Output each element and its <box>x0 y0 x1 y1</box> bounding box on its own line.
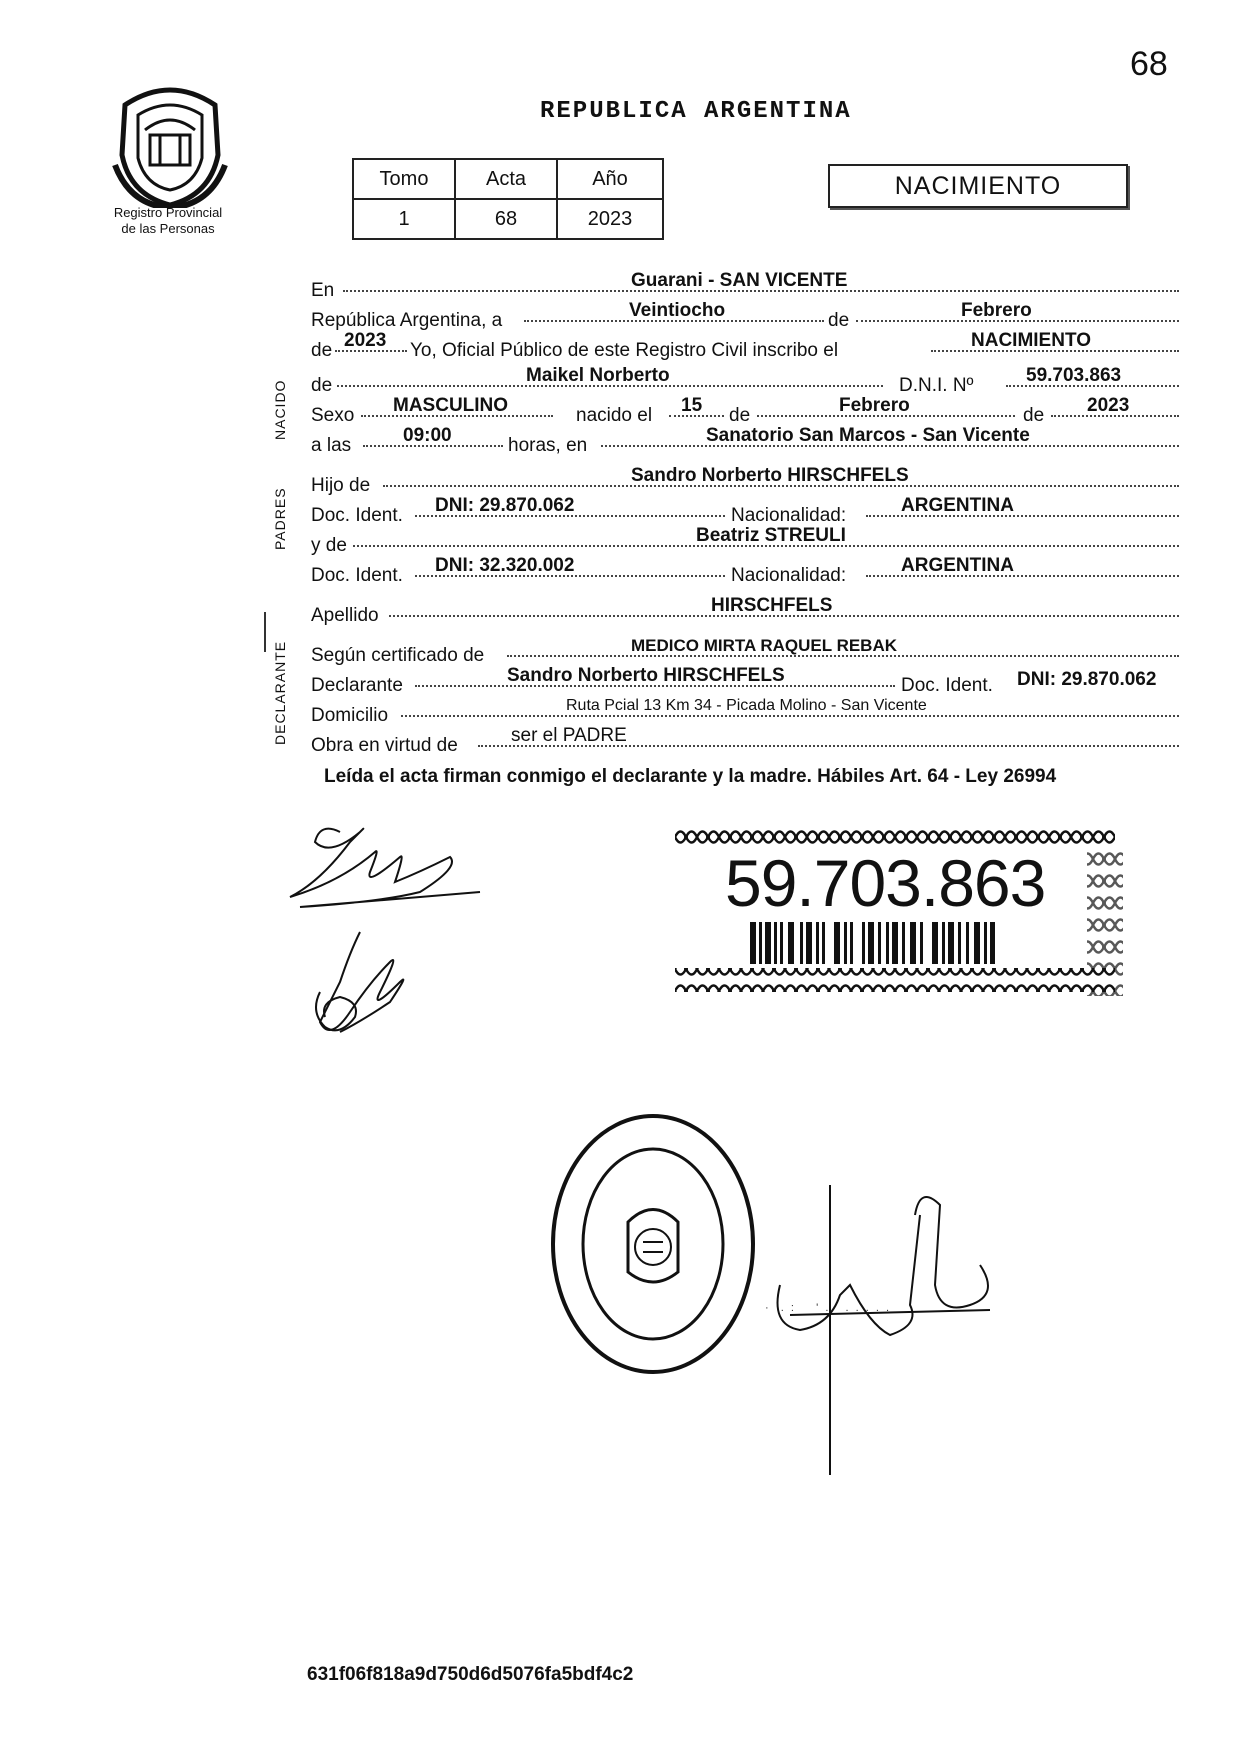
row-domicilio <box>311 697 1179 729</box>
label-doc: Doc. Ident. <box>311 565 403 586</box>
value-dia: 15 <box>681 395 703 416</box>
value-certificado: MEDICO MIRTA RAQUEL REBAK <box>631 636 898 655</box>
acta-header-tomo: Tomo <box>353 159 455 199</box>
label-de: de <box>311 340 333 361</box>
row-obra <box>311 725 1179 759</box>
label-de: de <box>311 375 333 396</box>
acta-value-tomo: 1 <box>353 199 455 239</box>
value-inscripcion: NACIMIENTO <box>971 330 1091 351</box>
barcode-icon <box>750 922 995 964</box>
value-padre-dni: DNI: 29.870.062 <box>435 495 575 516</box>
value-dni: 59.703.863 <box>1026 365 1122 386</box>
province-seal-icon <box>110 80 230 208</box>
page-number: 68 <box>1130 45 1168 83</box>
document-hash: 631f06f818a9d750d6d5076fa5bdf4c2 <box>307 1664 634 1685</box>
acta-header-acta: Acta <box>455 159 557 199</box>
value-anio: 2023 <box>344 330 387 351</box>
registry-label <box>88 205 248 237</box>
acta-value-acta: 68 <box>455 199 557 239</box>
row-madre-doc <box>311 555 1179 589</box>
acta-header-row <box>353 159 663 199</box>
section-label-nacido: NACIDO <box>272 379 288 440</box>
value-declarante-dni: DNI: 29.870.062 <box>1017 669 1157 690</box>
closing-note: Leída el acta firman conmigo el declarante y la madre. Hábiles Art. 64 - Ley 26994 <box>324 766 1057 787</box>
label-inscribo: Yo, Oficial Público de este Registro Civil inscribo el <box>410 340 839 361</box>
value-sexo: MASCULINO <box>393 395 509 416</box>
acta-value-anio: 2023 <box>557 199 663 239</box>
section-divider <box>264 612 266 652</box>
value-madre: Beatriz STREULI <box>696 525 846 546</box>
value-lugar: Guarani - SAN VICENTE <box>631 270 848 291</box>
label-hijo-de: Hijo de <box>311 475 371 496</box>
row-apellido <box>311 595 1179 629</box>
value-mes-nac: Febrero <box>839 395 910 416</box>
value-dia-texto: Veintiocho <box>629 300 726 321</box>
section-label-declarante: DECLARANTE <box>272 640 288 745</box>
value-padre: Sandro Norberto HIRSCHFELS <box>631 465 909 486</box>
label-nacido: nacido el <box>576 405 653 426</box>
row-en <box>311 270 1179 304</box>
registry-line-2: de las Personas <box>121 221 215 236</box>
label-doc: Doc. Ident. <box>311 505 403 526</box>
value-madre-nac: ARGENTINA <box>901 555 1014 576</box>
label-nacionalidad: Nacionalidad: <box>731 505 847 526</box>
label-obra: Obra en virtud de <box>311 735 458 756</box>
registry-line-1: Registro Provincial <box>113 205 223 220</box>
value-mes: Febrero <box>961 300 1032 321</box>
value-domicilio: Ruta Pcial 13 Km 34 - Picada Molino - San Vicente <box>566 697 927 714</box>
label-y-de: y de <box>311 535 347 556</box>
document-type-box: NACIMIENTO <box>828 164 1128 208</box>
value-obra: ser el PADRE <box>511 725 627 746</box>
acta-header-anio: Año <box>557 159 663 199</box>
label-certificado: Según certificado de <box>311 645 485 666</box>
row-hora <box>311 425 1179 459</box>
label-de: de <box>1023 405 1045 426</box>
row-anio <box>311 330 1179 364</box>
value-madre-dni: DNI: 32.320.002 <box>435 555 575 576</box>
label-en: En <box>311 280 335 301</box>
value-nombre: Maikel Norberto <box>526 365 670 386</box>
signature-oficial-icon <box>770 1185 1010 1475</box>
label-apellido: Apellido <box>311 605 379 626</box>
signature-declarante-icon <box>280 812 500 1052</box>
value-anio-nac: 2023 <box>1087 395 1130 416</box>
label-nacionalidad: Nacionalidad: <box>731 565 847 586</box>
value-lugar-nac: Sanatorio San Marcos - San Vicente <box>706 425 1030 446</box>
label-declarante: Declarante <box>311 675 403 696</box>
label-dni: D.N.I. Nº <box>899 375 974 396</box>
label-republica: República Argentina, a <box>311 310 503 331</box>
acta-table <box>352 158 664 240</box>
acta-value-row <box>353 199 663 239</box>
value-padre-nac: ARGENTINA <box>901 495 1014 516</box>
barcode-number: 59.703.863 <box>725 846 1046 920</box>
section-label-padres: PADRES <box>272 487 288 550</box>
page-title: REPUBLICA ARGENTINA <box>540 98 852 125</box>
value-apellido: HIRSCHFELS <box>711 595 833 616</box>
label-sexo: Sexo <box>311 405 355 426</box>
value-declarante: Sandro Norberto HIRSCHFELS <box>507 665 785 686</box>
label-doc: Doc. Ident. <box>901 675 993 696</box>
label-de: de <box>729 405 751 426</box>
label-de: de <box>828 310 850 331</box>
label-domicilio: Domicilio <box>311 705 389 726</box>
label-a-las: a las <box>311 435 352 456</box>
official-stamp-icon <box>548 1112 758 1377</box>
label-horas: horas, en <box>508 435 588 456</box>
value-hora: 09:00 <box>403 425 452 446</box>
faded-sign-text: · . : ' . . . . . . <box>765 1302 892 1314</box>
